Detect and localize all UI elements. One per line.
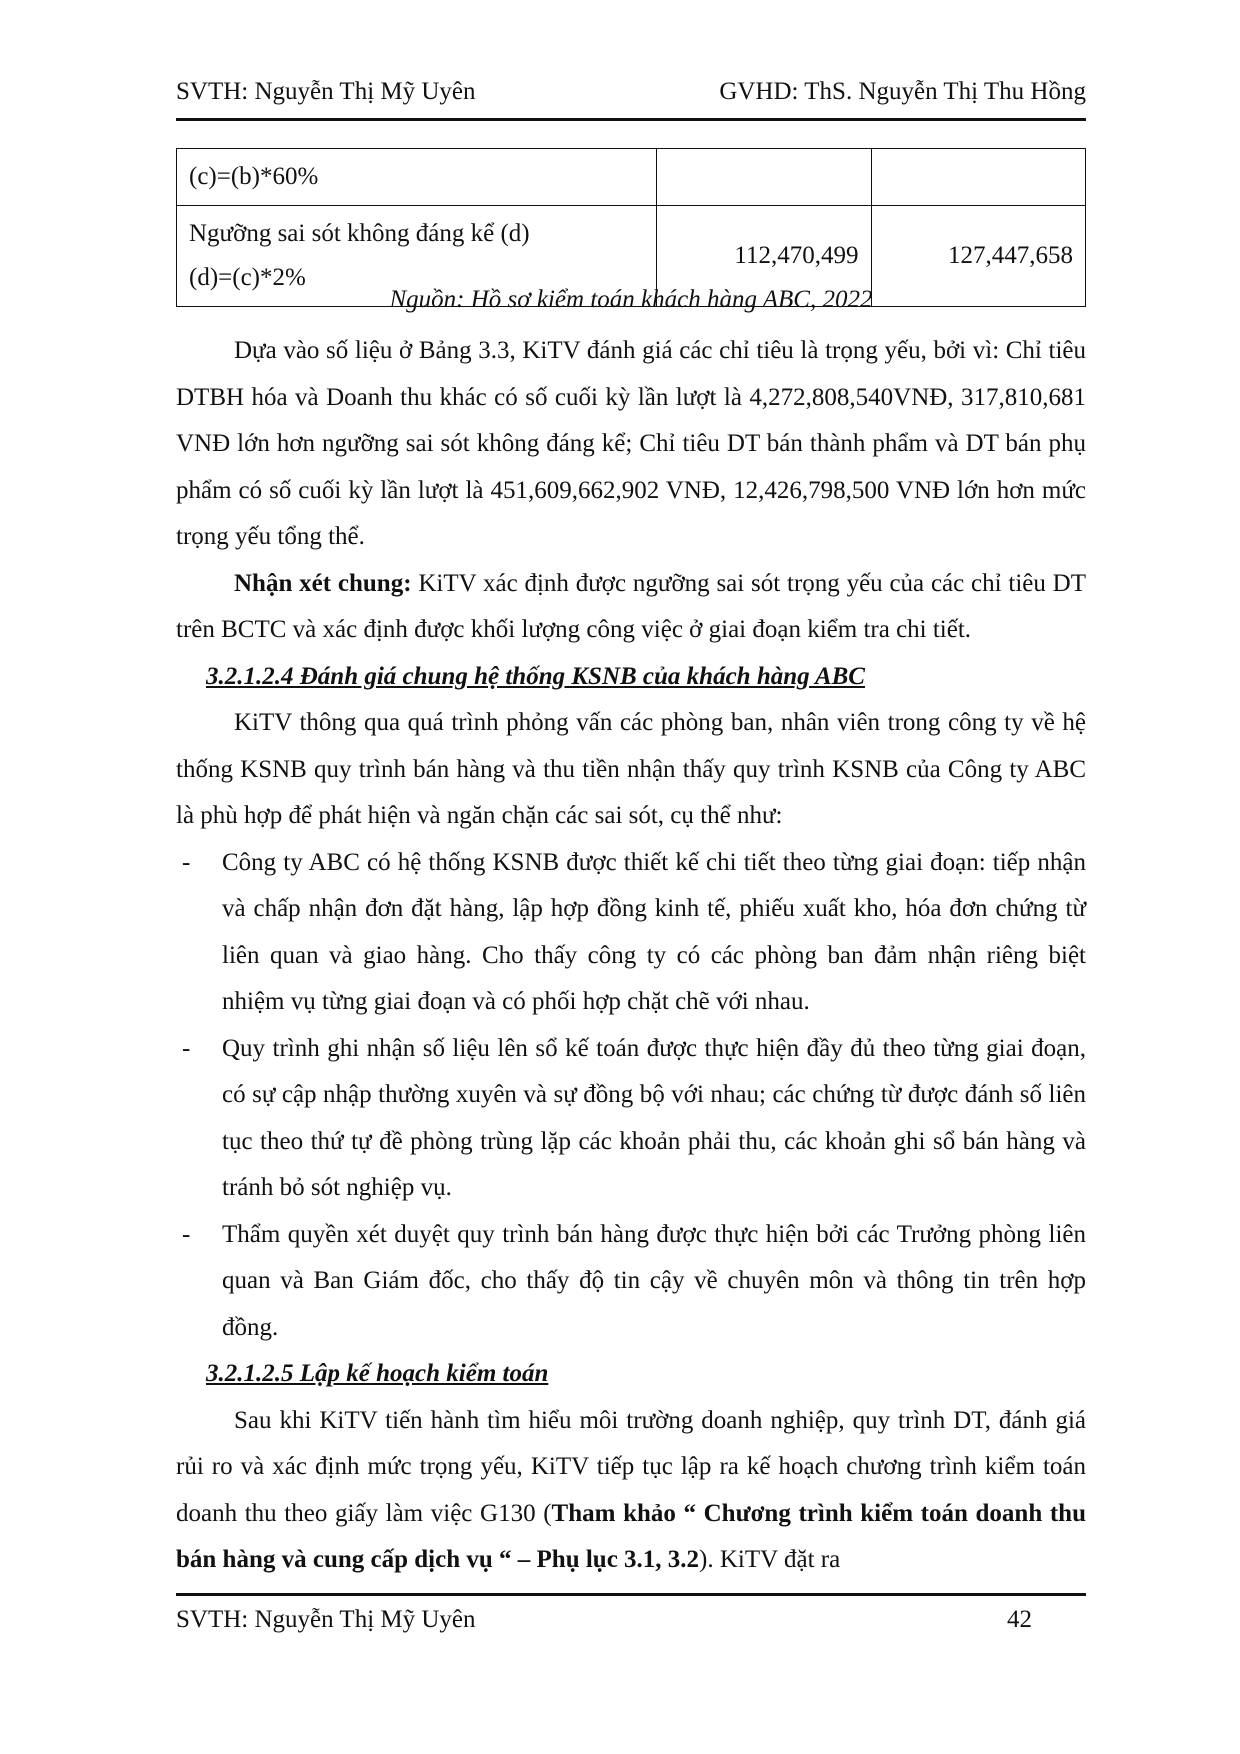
list-dash: - — [182, 1034, 191, 1062]
section-heading: 3.2.1.2.5 Lập kế hoạch kiểm toán — [206, 1360, 549, 1387]
paragraph-bold-lead: Nhận xét chung: — [234, 569, 412, 597]
paragraph-bold-reference: Tham khảo “ Chương trình kiểm toán doanh thu bán hàng và cung cấp dịch vụ “ – Phụ lục 3.1, 3.2 — [176, 1499, 1086, 1573]
section-heading: 3.2.1.2.4 Đánh giá chung hệ thống KSNB của khách hàng ABC — [206, 662, 865, 690]
materiality-table — [176, 148, 1086, 307]
bullet-list — [176, 840, 1086, 1352]
body-text — [176, 328, 1086, 1584]
table-cell-label-line: Ngưỡng sai sót không đáng kể (d) — [189, 220, 530, 247]
list-item — [176, 1026, 1086, 1212]
page-footer — [176, 1593, 1086, 1640]
list-dash: - — [182, 1220, 191, 1248]
table-cell-value — [657, 149, 871, 206]
list-dash: - — [182, 848, 191, 876]
table-cell-label-line: (d)=(c)*2% — [189, 264, 306, 291]
list-item-text: Thẩm quyền xét duyệt quy trình bán hàng được thực hiện bởi các Trưởng phòng liên quan và Ban Giám đốc, cho thấy độ tin cậy về chuyên môn và thông tin trên hợp đồng. — [222, 1220, 1086, 1341]
paragraph-text: ). KiTV đặt ra — [699, 1546, 841, 1573]
table-cell-label: (c)=(b)*60% — [177, 149, 657, 206]
table-cell-value: 112,470,499 — [657, 206, 871, 307]
list-item-text: Quy trình ghi nhận số liệu lên sổ kế toán được thực hiện đầy đủ theo từng giai đoạn, có sự cập nhập thường xuyên và sự đồng bộ với nhau; các chứng từ được đánh số liên tục theo thứ tự đề phòng trùng lặp các khoản phải thu, các khoản ghi sổ bán hàng và tránh bỏ sót nghiệp vụ. — [222, 1034, 1086, 1201]
table-cell-value — [871, 149, 1086, 206]
table-cell-value: 127,447,658 — [871, 206, 1086, 307]
header-student-name: SVTH: Nguyễn Thị Mỹ Uyên — [176, 78, 476, 105]
page-header — [176, 72, 1086, 121]
list-item-text: Công ty ABC có hệ thống KSNB được thiết kế chi tiết theo từng giai đoạn: tiếp nhận và chấp nhận đơn đặt hàng, lập hợp đồng kinh tế, phiếu xuất kho, hóa đơn chứng từ liên quan và giao hàng. Cho thấy công ty có các phòng ban đảm nhận riêng biệt nhiệm vụ từng giai đoạn và có phối hợp chặt chẽ với nhau. — [222, 848, 1086, 1015]
paragraph — [176, 1398, 1086, 1584]
paragraph-text: KiTV xác định được ngưỡng sai sót trọng yếu của các chỉ tiêu DT trên BCTC và xác định được khối lượng công việc ở giai đoạn kiểm tra chi tiết. — [176, 569, 1086, 643]
list-item — [176, 1212, 1086, 1352]
paragraph: Dựa vào số liệu ở Bảng 3.3, KiTV đánh giá các chỉ tiêu là trọng yếu, bởi vì: Chỉ tiêu DTBH hóa và Doanh thu khác có số cuối kỳ lần lượt là 4,272,808,540VNĐ, 317,810,681 VNĐ lớn hơn ngưỡng sai sót không đáng kể; Chỉ tiêu DT bán thành phẩm và DT bán phụ phẩm có số cuối kỳ lần lượt là 451,609,662,902 VNĐ, 12,426,798,500 VNĐ lớn hơn mức trọng yếu tổng thể. — [176, 337, 1086, 550]
table-source-caption: Nguồn: Hồ sơ kiểm toán khách hàng ABC, 2022 — [389, 286, 873, 313]
paragraph: KiTV thông qua quá trình phỏng vấn các phòng ban, nhân viên trong công ty về hệ thống KSNB quy trình bán hàng và thu tiền nhận thấy quy trình KSNB của Công ty ABC là phù hợp để phát hiện và ngăn chặn các sai sót, cụ thể như: — [176, 709, 1086, 829]
paragraph-text: Sau khi KiTV tiến hành tìm hiểu môi trường doanh nghiệp, quy trình DT, đánh giá rủi ro và xác định mức trọng yếu, KiTV tiếp tục lập ra kế hoạch chương trình kiểm toán doanh thu theo giấy làm việc G130 ( — [176, 1406, 1086, 1527]
page-number: 42 — [1007, 1606, 1032, 1633]
table-row — [177, 149, 1086, 206]
footer-student-name: SVTH: Nguyễn Thị Mỹ Uyên — [176, 1606, 476, 1633]
header-advisor-name: GVHD: ThS. Nguyễn Thị Thu Hồng — [719, 78, 1086, 105]
paragraph — [176, 561, 1086, 654]
list-item — [176, 840, 1086, 1026]
